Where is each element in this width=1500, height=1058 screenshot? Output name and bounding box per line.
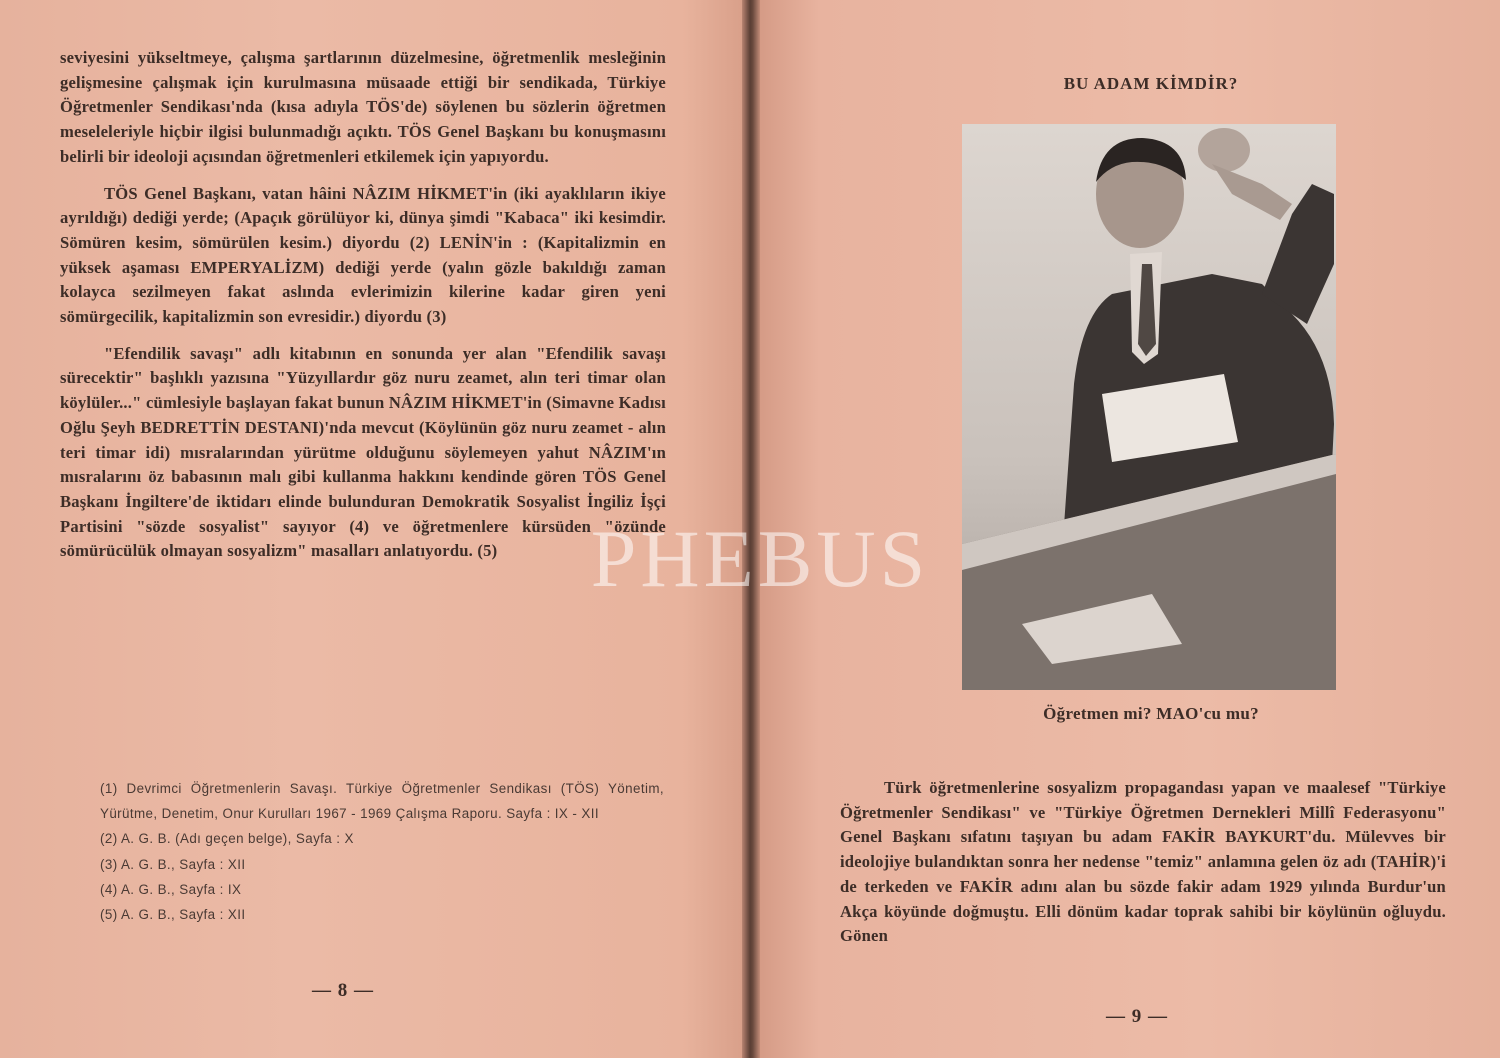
paragraph: "Efendilik savaşı" adlı kitabının en sonunda yer alan "Efendilik savaşı sürecektir" başlıklı yazısına "Yüzyıllardır göz nuru zeamet, alın teri timar olan köylüler..." cümlesiyle başlayan fakat bunun NÂZIM HİKMET'in (Simavne Kadısı Oğlu Şeyh BEDRETTİN DESTANI)'nda mevcut (Köylünün göz nuru zeamet - alın teri timar idi) mısralarından yürütme olduğunu söylemeyen yahut NÂZIM'ın mısralarını öz babasının malı gibi kullanma hakkını kendinde gören TÖS Genel Başkanı İngiltere'de iktidarı elinde bulunduran Demokratik Sosyalist İngiliz İşçi Partisini "sözde sosyalist" sayıyor (4) ve öğretmenlere kürsüden "özünde sömürücülük olmayan sosyalizm" masalları anlatıyordu. (5) [60, 343, 666, 561]
paragraph: seviyesini yükseltmeye, çalışma şartlarının düzelmesine, öğretmenlik mesleğinin gelişmesine çalışmak için kurulmasına müsaade ettiği bir sendikada, Türkiye Öğretmenler Sendikası'nda (kısa adıyla TÖS'de) söylenen bu sözlerin öğretmen meseleleriyle hiçbir ilgisi bulunmadığı açıktı. TÖS Genel Başkanı bu konuşmasını belirli bir ideoloji açısından öğretmenleri etkilemek için yapıyordu. [60, 48, 666, 166]
page-number: — 8 — [312, 980, 374, 1001]
page-number: — 9 — [1106, 1006, 1168, 1027]
portrait-photo [962, 124, 1336, 690]
left-page [0, 0, 742, 1058]
man-at-lectern-illustration [962, 124, 1336, 690]
footnote: (5) A. G. B., Sayfa : XII [100, 907, 246, 923]
footnote: (4) A. G. B., Sayfa : IX [100, 881, 242, 897]
footnotes [100, 776, 664, 927]
paragraph: TÖS Genel Başkanı, vatan hâini NÂZIM HİKMET'in (iki ayaklıların ikiye ayrıldığı) dediği yerde; (Apaçık görülüyor ki, dünya şimdi "Kabaca" iki kesimdir. Sömüren kesim, sömürülen kesim.) diyordu (2) LENİN'in : (Kapitalizmin en yüksek aşaması EMPERYALİZM) dediği yerde (yalın gözle bakıldığı zaman kolayca sezilmeyen fakat aslında evlerimizin kilerine kadar giren yeni sömürgecilik, kapitalizmin son evresidir.) diyordu (3) [60, 183, 666, 327]
footnote: (2) A. G. B. (Adı geçen belge), Sayfa : X [100, 831, 354, 847]
right-body-text [840, 776, 1446, 949]
watermark: PHEBUS [590, 513, 930, 604]
photo-caption: Öğretmen mi? MAO'cu mu? [1043, 704, 1259, 723]
page-title: BU ADAM KİMDİR? [1063, 74, 1239, 93]
footnote: (1) Devrimci Öğretmenlerin Savaşı. Türkiye Öğretmenler Sendikası (TÖS) Yönetim, Yürütme, Denetim, Onur Kurulları 1967 - 1969 Çalışma Raporu. Sayfa : IX - XII [100, 781, 664, 822]
paragraph: Türk öğretmenlerine sosyalizm propagandası yapan ve maalesef "Türkiye Öğretmenler Sendikası" ve "Türkiye Öğretmen Dernekleri Millî Federasyonu" Genel Başkanı sıfatını taşıyan bu adam FAKİR BAYKURT'du. Mülevves bir ideolojiye bulandıktan sonra her nedense "temiz" anlamına gelen öz adı (TAHİR)'i de terkeden ve FAKİR adını alan bu sözde fakir adam 1929 yılında Burdur'un Akça köyünde doğmuştu. Elli dönüm kadar toprak sahibi bir köylünün oğluydu. Gönen [840, 778, 1446, 946]
footnote: (3) A. G. B., Sayfa : XII [100, 856, 246, 872]
left-body-text [60, 46, 666, 564]
book-gutter [742, 0, 760, 1058]
